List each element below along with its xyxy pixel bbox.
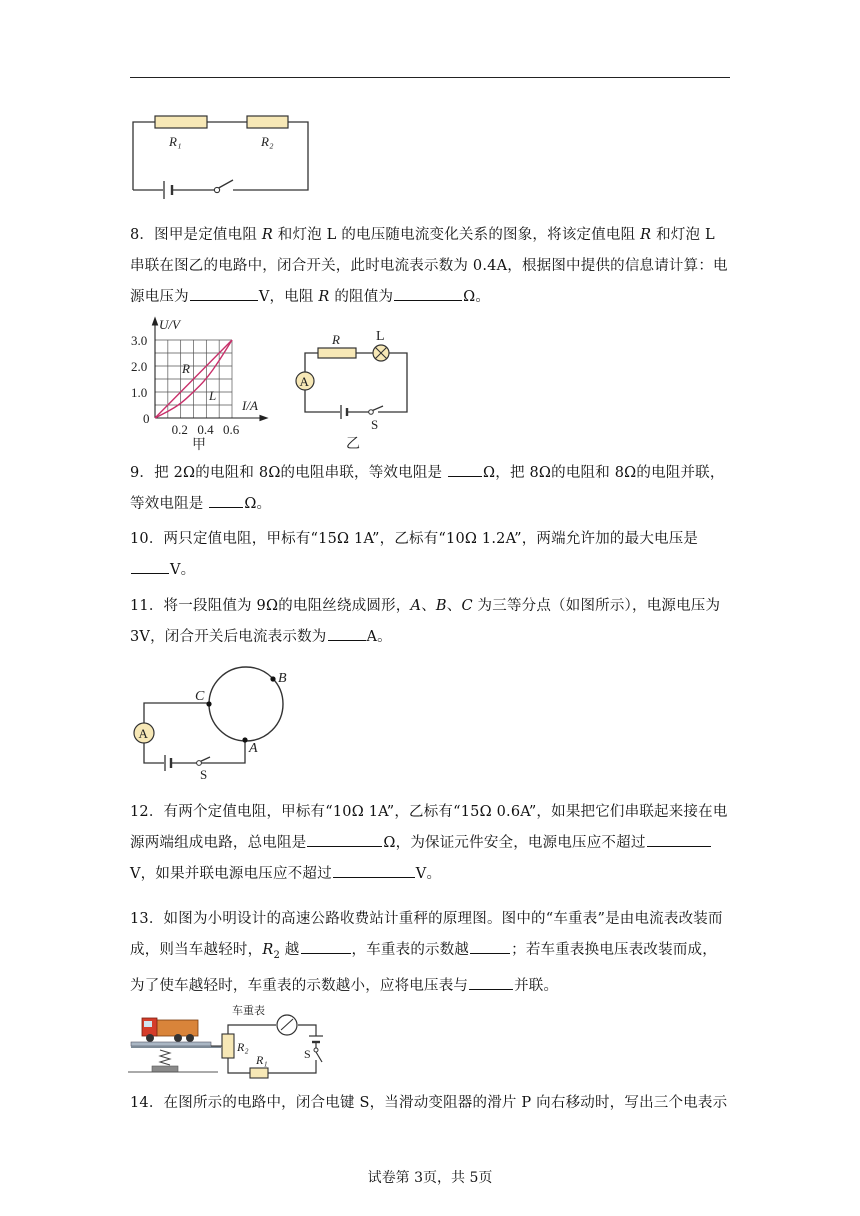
label-b: B	[278, 671, 287, 686]
resistor-r2	[247, 116, 288, 128]
label-a: A	[249, 741, 258, 756]
y-tick-label: 3.0	[131, 333, 148, 348]
answer-blank[interactable]	[190, 284, 258, 301]
x-tick-label: 0.2	[171, 422, 188, 437]
question-11: 11．将一段阻值为 9Ω的电阻丝绕成圆形，A、B、C 为三等分点（如图所示），电源电压为 3V，闭合开关后电流表示数为 A。	[130, 598, 721, 645]
answer-blank[interactable]	[470, 937, 510, 954]
switch-label: S	[304, 1047, 311, 1061]
spring-icon	[160, 1050, 170, 1065]
answer-blank[interactable]	[301, 937, 351, 954]
node-b	[270, 676, 275, 681]
answer-blank[interactable]	[647, 830, 711, 847]
question-9: 9．把 2Ω的电阻和 8Ω的电阻串联，等效电阻是 Ω，把 8Ω的电阻和 8Ω的电阻并联，等效电阻是 Ω。	[130, 458, 730, 520]
x-tick-label: 0.4	[197, 422, 214, 437]
answer-blank[interactable]	[307, 830, 382, 847]
ring-circuit-figure	[125, 660, 300, 785]
resistor-r	[318, 348, 356, 358]
page-footer: 试卷第 3页，共 5页	[367, 1170, 493, 1186]
header-rule	[130, 77, 730, 78]
answer-blank[interactable]	[328, 624, 366, 641]
circuit-yi-figure	[285, 328, 415, 450]
curve-r-label: R	[182, 361, 190, 376]
curve-l-label: L	[209, 388, 217, 403]
label-r2: R₂	[261, 134, 274, 149]
question-12: 12．有两个定值电阻，甲标有“10Ω 1A”，乙标有“15Ω 0.6A”，如果把它们串联起来接在电源两端组成电路，总电阻是 Ω，为保证元件安全，电源电压应不超过V，如果并联电源电压应不超过 V。	[130, 804, 728, 882]
caption-jia: 甲	[192, 438, 206, 453]
switch-label: S	[200, 767, 208, 782]
truck-scale-figure	[128, 1000, 343, 1085]
label-r2: R₂	[237, 1040, 249, 1054]
y-tick-label: 1.0	[131, 385, 148, 400]
node-c	[206, 701, 211, 706]
ui-graph-figure	[125, 318, 275, 452]
circuit-r-label: R	[332, 332, 340, 347]
series-circuit-figure	[125, 108, 320, 198]
answer-blank[interactable]	[469, 973, 513, 990]
question-10: 10．两只定值电阻，甲标有“15Ω 1A”，乙标有“10Ω 1.2A”，两端允许加的最大电压是V。	[130, 531, 699, 578]
switch-contact	[214, 187, 219, 192]
ammeter-label: A	[138, 726, 148, 741]
answer-blank[interactable]	[131, 557, 169, 574]
scale-platform	[131, 1042, 211, 1046]
label-r1: R₁	[169, 134, 182, 149]
resistor-r2	[222, 1034, 234, 1058]
switch-label: S	[371, 417, 379, 432]
answer-blank[interactable]	[333, 861, 415, 878]
question-13: 13．如图为小明设计的高速公路收费站计重秤的原理图。图中的“车重表”是由电流表改装而成，则当车越轻时，$R_2$ 越 ，车重表的示数越 ；若车重表换电压表改装而成，为了使车越轻时，车重表的示数越小，应将电压表与 并联。	[130, 911, 723, 994]
answer-blank[interactable]	[448, 460, 482, 477]
label-c: C	[195, 689, 205, 704]
y-tick-label: 2.0	[131, 359, 148, 374]
y-tick-label: 0	[143, 411, 150, 426]
resistor-r1	[155, 116, 207, 128]
caption-yi: 乙	[346, 437, 360, 452]
y-axis-label: U/V	[159, 317, 180, 332]
question-8: 8．图甲是定值电阻 R 和灯泡 L 的电压随电流变化关系的图象，将该定值电阻 R 和灯泡 L 串联在图乙的电路中，闭合开关，此时电流表示数为 0.4A，根据图中提供的信息请计算：电源电压为 V，电阻 R 的阻值为 Ω。	[130, 227, 728, 305]
label-r1: R₁	[256, 1053, 268, 1067]
circuit-l-label: L	[376, 329, 385, 344]
lamp-l	[373, 345, 389, 361]
ammeter-label: A	[299, 374, 309, 389]
resistor-r1	[250, 1068, 268, 1078]
truck-icon	[142, 1018, 198, 1042]
question-14: 14．在图所示的电路中，闭合电键 S，当滑动变阻器的滑片 P 向右移动时，写出三个电表示	[130, 1095, 728, 1111]
meter-label: 车重表	[232, 1005, 265, 1017]
node-a	[242, 737, 247, 742]
x-axis-label: I/A	[242, 398, 258, 413]
answer-blank[interactable]	[209, 491, 243, 508]
x-tick-label: 0.6	[223, 422, 240, 437]
answer-blank[interactable]	[394, 284, 462, 301]
